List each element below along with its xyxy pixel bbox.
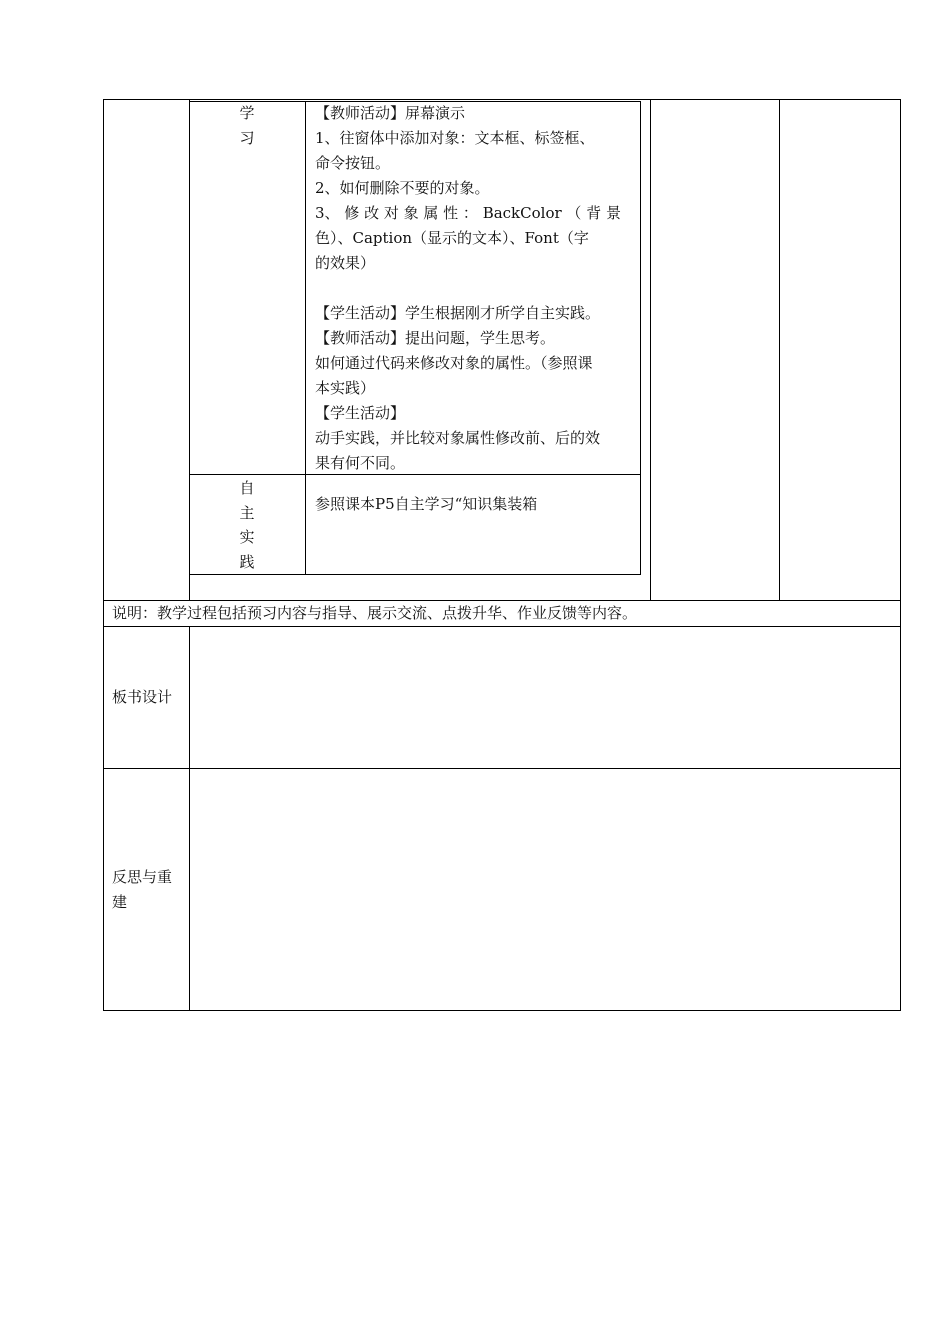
practice-label-char: 践: [239, 553, 255, 571]
study-line: 色）、Caption（显示的文本）、Font（字: [315, 229, 589, 247]
study-line: 命令按钮。: [315, 154, 391, 172]
study-line: 【教师活动】提出问题，学生思考。: [315, 329, 556, 347]
table-top-border: [103, 99, 901, 100]
study-line: 2、如何删除不要的对象。: [315, 179, 490, 197]
board-design-label: 板书设计: [112, 688, 173, 706]
study-line: 【学生活动】学生根据刚才所学自主实践。: [315, 304, 601, 322]
study-label-char: 学: [239, 104, 255, 122]
practice-label-char: 自: [239, 479, 255, 497]
inner-table-middle-divider: [305, 101, 306, 575]
inner-table-right-border: [640, 101, 641, 575]
upper-col-divider-1: [189, 99, 190, 601]
practice-text: 参照课本P5自主学习“知识集装箱: [315, 495, 538, 513]
practice-label-char: 主: [239, 504, 255, 522]
board-design-content: [190, 627, 900, 768]
practice-label-char: 实: [239, 528, 255, 546]
study-line: 如何通过代码来修改对象的属性。（参照课: [315, 354, 593, 372]
study-line: 【教师活动】屏幕演示: [315, 104, 466, 122]
study-line: 3、 修 改 对 象 属 性 ： BackColor （ 背 景: [315, 204, 621, 222]
table-right-border: [900, 99, 901, 1011]
study-line: 动手实践，并比较对象属性修改前、后的效: [315, 429, 601, 447]
upper-col-divider-3: [779, 99, 780, 601]
study-line: 本实践）: [315, 379, 376, 397]
table-bottom-border: [103, 1010, 901, 1011]
study-activities-text: [315, 101, 635, 476]
reflection-label-line: 反思与重: [112, 868, 173, 886]
study-label-char: 习: [239, 129, 255, 147]
study-line: 的效果）: [315, 254, 376, 272]
reflection-label-line: 建: [112, 893, 128, 911]
table-left-border: [103, 99, 104, 1011]
study-line: 果有何不同。: [315, 454, 406, 472]
reflection-content: [190, 769, 900, 1010]
study-line: 1、往窗体中添加对象：文本框、标签框、: [315, 129, 595, 147]
reflection-label: [112, 865, 172, 915]
note-text: 说明：教学过程包括预习内容与指导、展示交流、点拨升华、作业反馈等内容。: [112, 604, 638, 622]
study-line: 【学生活动】: [315, 404, 406, 422]
study-line-blank: [315, 276, 635, 301]
upper-col-divider-2: [650, 99, 651, 601]
